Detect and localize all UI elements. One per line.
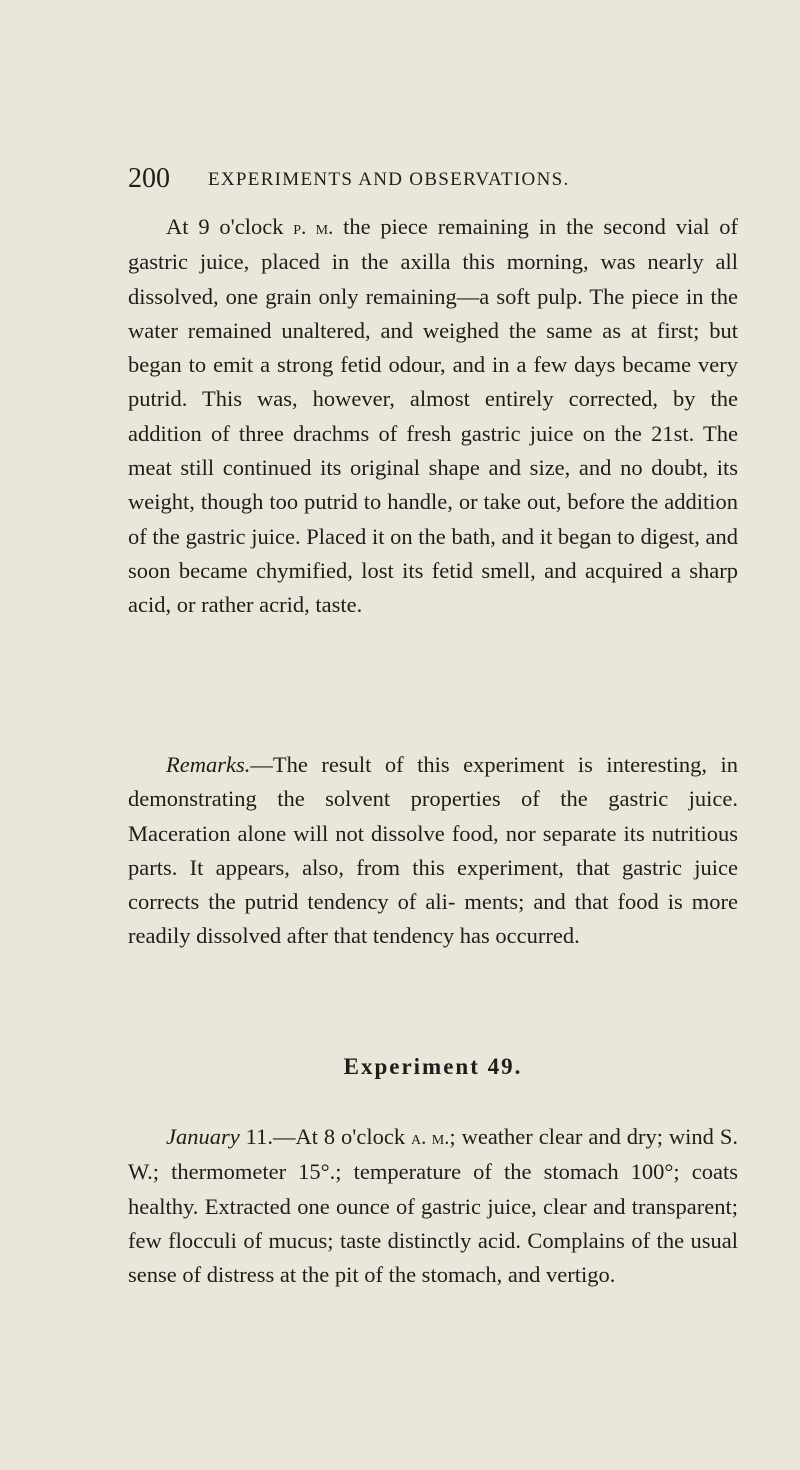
remarks-body: —The result of this experiment is interesting, in demonstrating the solvent properties of the gastric juice. Maceration alone will not dissolve food, nor separate its nutritious parts. It appears, also, from this experiment, that gastric juice corrects the putrid tendency of ali- ments; and that food is more readily dissolved after that tendency has occurred. — [128, 752, 738, 949]
time-marker-am: a. m. — [411, 1127, 450, 1149]
paragraph-lead: At 9 o'clock — [166, 214, 294, 239]
page-number: 200 — [128, 163, 170, 194]
time-marker-pm: p. m. — [293, 217, 334, 239]
paragraph-nine-oclock — [128, 210, 738, 623]
running-head: EXPERIMENTS AND OBSERVATIONS. — [208, 169, 570, 190]
experiment-heading: Experiment 49. — [343, 1054, 523, 1079]
remarks-label: Remarks. — [166, 752, 251, 777]
paragraph-body: ; weather clear and dry; wind S. W.; thermometer 15°.; temperature of the stomach 100°; coats healthy. Extracted one ounce of gastric juice, clear and transparent; few flocculi of mucus; taste distinctly acid. Complains of the usual sense of distress at the pit of the stomach, and vertigo. — [128, 1124, 738, 1288]
page-header — [128, 165, 738, 193]
paragraph-january-entry — [128, 1120, 738, 1292]
paragraph-body: the piece remaining in the second vial of gastric juice, placed in the axilla this morning, was nearly all dissolved, one grain only remaining—a soft pulp. The piece in the water remained unaltered, and weighed the same as at first; but began to emit a strong fetid odour, and in a few days became very putrid. This was, however, almost entirely corrected, by the addition of three drachms of fresh gastric juice on the 21st. The meat still continued its original shape and size, and no doubt, its weight, though too putrid to handle, or take out, before the addition of the gastric juice. Placed it on the bath, and it began to digest, and soon became chymified, lost its fetid smell, and acquired a sharp acid, or rather acrid, taste. — [128, 214, 739, 618]
paragraph-remarks — [128, 748, 738, 954]
date-rest: 11.—At 8 o'clock — [239, 1124, 412, 1149]
date-label: January — [166, 1124, 240, 1149]
